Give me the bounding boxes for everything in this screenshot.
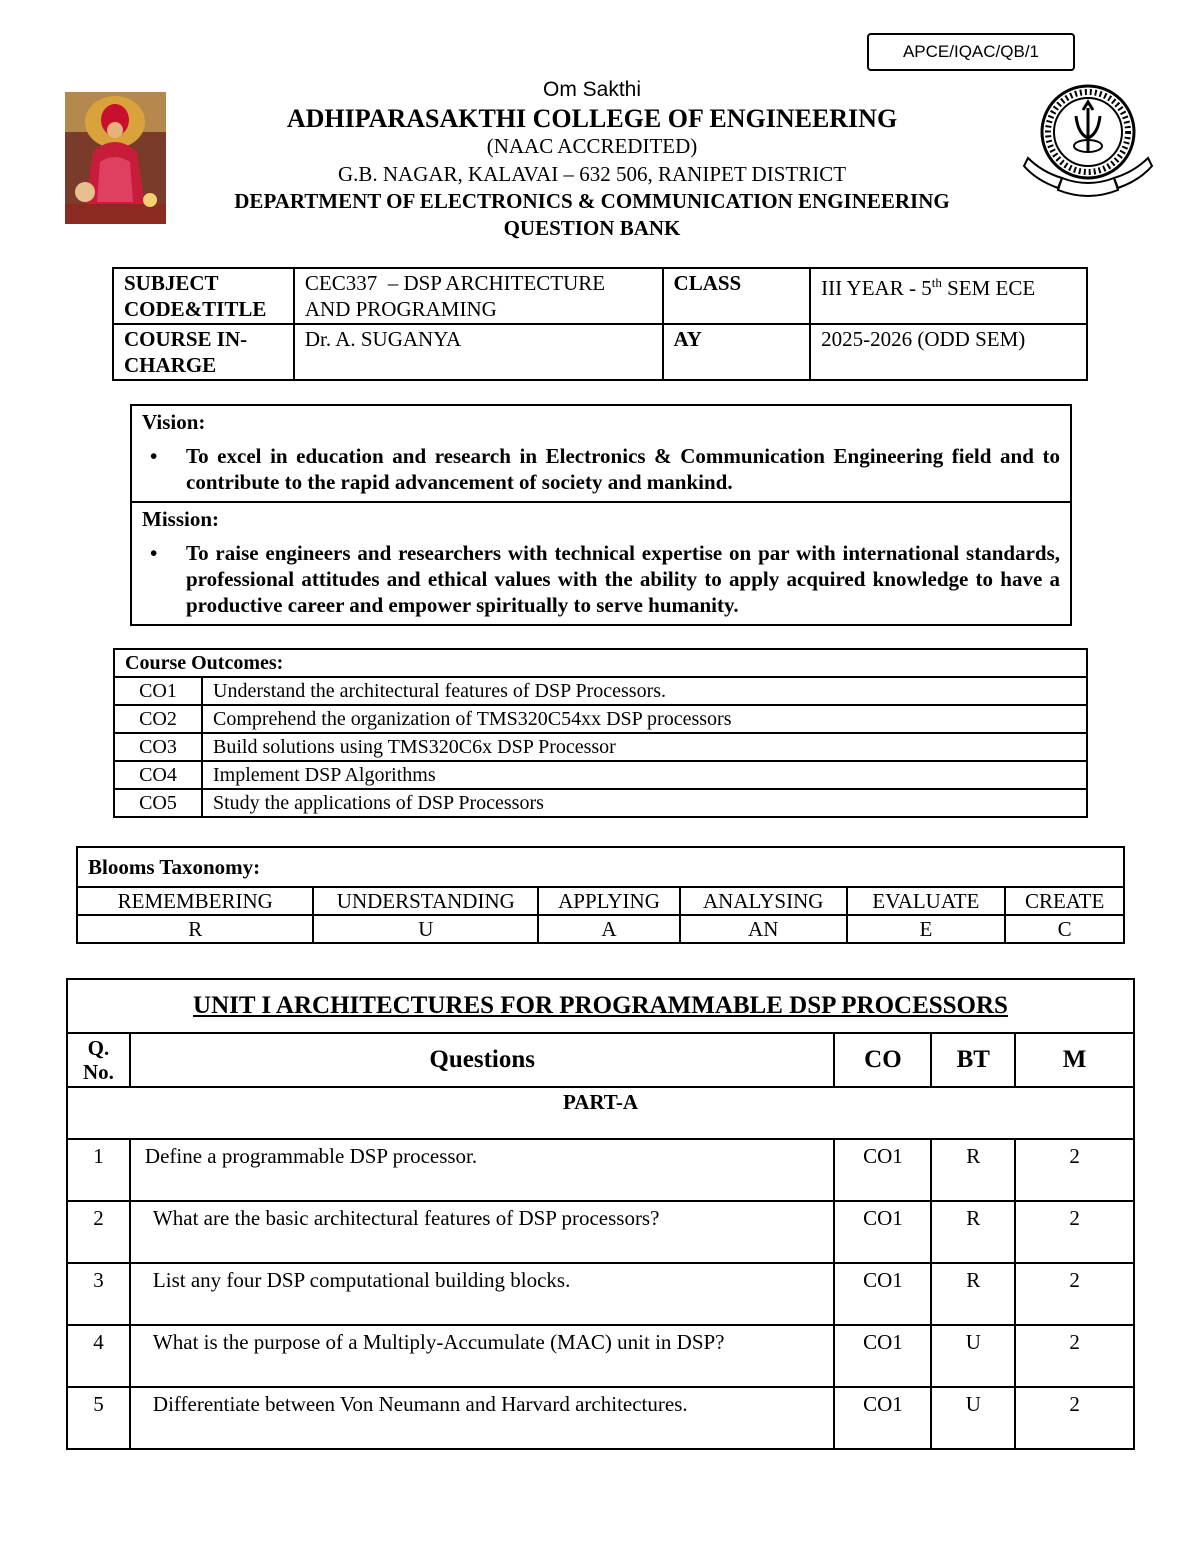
question-number: 3 <box>67 1263 130 1325</box>
question-number: 4 <box>67 1325 130 1387</box>
question-marks: 2 <box>1015 1201 1134 1263</box>
co-text: Understand the architectural features of DSP Processors. <box>202 677 1087 705</box>
co-row <box>114 705 1087 733</box>
question-marks: 2 <box>1015 1139 1134 1201</box>
class-value-superscript: th <box>931 275 942 290</box>
question-co: CO1 <box>834 1387 931 1449</box>
co-row <box>114 733 1087 761</box>
bullet-icon: • <box>150 541 158 565</box>
accreditation-line: (NAAC ACCREDITED) <box>486 134 698 158</box>
part-a-heading: PART-A <box>67 1087 1134 1139</box>
subject-value-cell <box>294 268 663 324</box>
subject-value-line1: CEC337 – DSP ARCHITECTURE <box>304 271 606 295</box>
questions-header-row <box>67 1033 1134 1087</box>
unit-title: UNIT I ARCHITECTURES FOR PROGRAMMABLE DSP PROCESSORS <box>67 979 1134 1033</box>
vision-mission-box <box>130 404 1072 626</box>
college-name: ADHIPARASAKTHI COLLEGE OF ENGINEERING <box>286 104 898 133</box>
question-bt: U <box>931 1387 1015 1449</box>
course-outcomes-title: Course Outcomes: <box>114 649 1087 677</box>
unit-questions-table <box>66 978 1135 1450</box>
blooms-code: E <box>847 915 1006 943</box>
academic-year-label: AY <box>663 324 811 380</box>
class-label: CLASS <box>663 268 811 324</box>
qno-header-line1: Q. <box>87 1036 110 1060</box>
blooms-level: ANALYSING <box>680 887 847 915</box>
co-code: CO5 <box>114 789 202 817</box>
bt-header: BT <box>931 1033 1015 1087</box>
blooms-code: AN <box>680 915 847 943</box>
question-bt: R <box>931 1139 1015 1201</box>
college-address: G.B. NAGAR, KALAVAI – 632 506, RANIPET DISTRICT <box>337 162 847 186</box>
co-row <box>114 761 1087 789</box>
blooms-codes-row <box>77 915 1124 943</box>
co-text: Study the applications of DSP Processors <box>202 789 1087 817</box>
incharge-label-line1: COURSE IN- <box>124 327 248 351</box>
qno-header-line2: No. <box>83 1060 114 1084</box>
vision-label: Vision: <box>142 410 206 434</box>
question-number: 2 <box>67 1201 130 1263</box>
qno-header <box>67 1033 130 1087</box>
question-row <box>67 1263 1134 1325</box>
blooms-levels-row <box>77 887 1124 915</box>
class-value-suffix: SEM ECE <box>941 276 1036 300</box>
incharge-label-cell <box>113 324 294 380</box>
co-text: Implement DSP Algorithms <box>202 761 1087 789</box>
mission-section <box>132 501 1070 624</box>
document-reference-code: APCE/IQAC/QB/1 <box>867 33 1075 71</box>
co-text: Comprehend the organization of TMS320C54xx DSP processors <box>202 705 1087 733</box>
co-code: CO3 <box>114 733 202 761</box>
question-text: Define a programmable DSP processor. <box>130 1139 835 1201</box>
mission-label: Mission: <box>142 507 220 531</box>
incharge-value: Dr. A. SUGANYA <box>294 324 663 380</box>
subject-label-line1: SUBJECT <box>124 271 219 295</box>
department-name: DEPARTMENT OF ELECTRONICS & COMMUNICATION ENGINEERING <box>234 189 950 213</box>
question-marks: 2 <box>1015 1263 1134 1325</box>
blooms-taxonomy-table <box>76 846 1125 944</box>
co-code: CO2 <box>114 705 202 733</box>
question-row <box>67 1325 1134 1387</box>
question-number: 5 <box>67 1387 130 1449</box>
question-marks: 2 <box>1015 1325 1134 1387</box>
question-text: Differentiate between Von Neumann and Harvard architectures. <box>130 1387 835 1449</box>
question-co: CO1 <box>834 1325 931 1387</box>
blooms-code: U <box>313 915 538 943</box>
blooms-code: R <box>77 915 313 943</box>
question-bt: U <box>931 1325 1015 1387</box>
blooms-level: APPLYING <box>538 887 680 915</box>
question-row <box>67 1387 1134 1449</box>
question-bt: R <box>931 1263 1015 1325</box>
college-seal-logo <box>1022 80 1154 205</box>
mission-text: To raise engineers and researchers with technical expertise on par with international standards, professional attitudes and ethical values with the ability to apply acquired knowledge to have a productive career and empower spiritually to serve humanity. <box>186 541 1060 617</box>
question-row <box>67 1201 1134 1263</box>
question-co: CO1 <box>834 1263 931 1325</box>
vision-section <box>132 406 1070 501</box>
incharge-label-line2: CHARGE <box>124 353 217 377</box>
blooms-level: CREATE <box>1005 887 1124 915</box>
subject-label-cell <box>113 268 294 324</box>
class-value <box>810 268 1087 324</box>
bullet-icon: • <box>150 444 158 468</box>
header-invocation: Om Sakthi <box>542 78 642 101</box>
academic-year-value: 2025-2026 (ODD SEM) <box>810 324 1087 380</box>
question-text: List any four DSP computational building blocks. <box>130 1263 835 1325</box>
co-header: CO <box>834 1033 931 1087</box>
blooms-level: UNDERSTANDING <box>313 887 538 915</box>
co-row <box>114 677 1087 705</box>
question-marks: 2 <box>1015 1387 1134 1449</box>
course-info-table <box>112 267 1088 381</box>
co-row <box>114 789 1087 817</box>
question-co: CO1 <box>834 1139 931 1201</box>
marks-header: M <box>1015 1033 1134 1087</box>
blooms-level: EVALUATE <box>847 887 1006 915</box>
question-text: What are the basic architectural features of DSP processors? <box>130 1201 835 1263</box>
question-co: CO1 <box>834 1201 931 1263</box>
questions-header: Questions <box>130 1033 835 1087</box>
co-code: CO4 <box>114 761 202 789</box>
question-text: What is the purpose of a Multiply-Accumulate (MAC) unit in DSP? <box>130 1325 835 1387</box>
co-text: Build solutions using TMS320C6x DSP Processor <box>202 733 1087 761</box>
blooms-code: C <box>1005 915 1124 943</box>
blooms-title: Blooms Taxonomy: <box>77 847 1124 887</box>
class-value-main: III YEAR - 5 <box>821 276 932 300</box>
vision-text: To excel in education and research in Electronics & Communication Engineering field and to contribute to the rapid advancement of society and mankind. <box>186 444 1060 494</box>
course-outcomes-table <box>113 648 1088 818</box>
subject-label-line2: CODE&TITLE <box>124 297 267 321</box>
blooms-level: REMEMBERING <box>77 887 313 915</box>
question-number: 1 <box>67 1139 130 1201</box>
blooms-code: A <box>538 915 680 943</box>
document-title: QUESTION BANK <box>503 216 681 240</box>
question-bt: R <box>931 1201 1015 1263</box>
subject-value-line2: AND PROGRAMING <box>304 297 497 321</box>
co-code: CO1 <box>114 677 202 705</box>
question-row <box>67 1139 1134 1201</box>
